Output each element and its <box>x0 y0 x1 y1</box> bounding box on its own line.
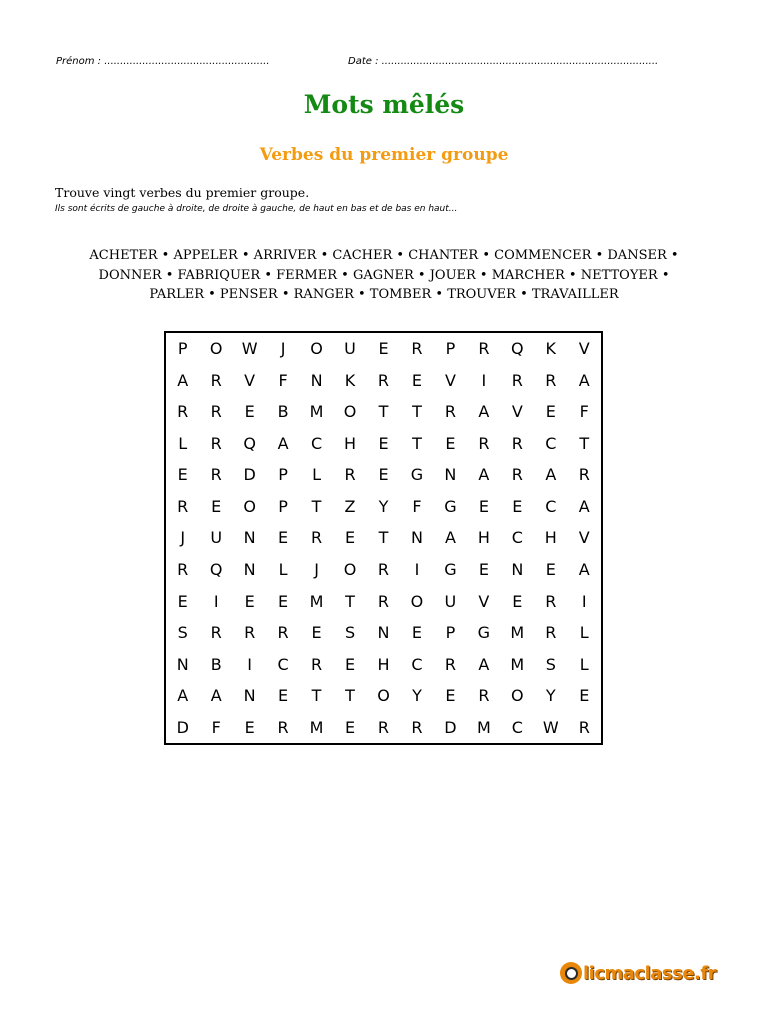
grid-cell[interactable]: K <box>344 370 356 390</box>
grid-cell[interactable]: U <box>344 339 356 359</box>
grid-cell[interactable]: R <box>444 654 456 674</box>
grid-cell[interactable]: R <box>578 465 590 485</box>
grid-cell[interactable]: N <box>243 686 256 706</box>
grid-cell[interactable]: R <box>277 717 289 737</box>
grid-cell[interactable]: E <box>278 591 289 611</box>
grid-cell[interactable]: O <box>343 402 357 422</box>
grid-cell[interactable]: P <box>177 339 188 359</box>
grid-cell[interactable]: A <box>578 496 590 516</box>
grid-cell[interactable]: A <box>177 686 189 706</box>
grid-cell[interactable]: E <box>278 686 289 706</box>
grid-cell[interactable]: V <box>444 370 456 390</box>
grid-cell[interactable]: E <box>378 465 389 485</box>
grid-cell[interactable]: N <box>377 623 390 643</box>
grid-cell[interactable]: R <box>545 623 557 643</box>
grid-cell[interactable]: A <box>277 433 289 453</box>
grid-cell[interactable]: R <box>277 623 289 643</box>
grid-cell[interactable]: O <box>410 591 424 611</box>
grid-cell[interactable]: E <box>177 465 188 485</box>
grid-cell[interactable]: U <box>210 528 223 548</box>
grid-cell[interactable]: E <box>244 591 255 611</box>
grid-cell[interactable]: A <box>578 370 590 390</box>
grid-cell[interactable]: R <box>210 370 222 390</box>
grid-cell[interactable]: C <box>545 433 557 453</box>
grid-cell[interactable]: O <box>511 686 524 706</box>
grid-cell[interactable]: R <box>377 591 390 611</box>
grid-cell[interactable]: L <box>579 623 589 643</box>
grid-cell[interactable]: A <box>210 686 222 706</box>
grid-cell[interactable]: A <box>444 528 456 548</box>
grid-cell[interactable]: M <box>309 591 324 611</box>
grid-cell[interactable]: N <box>243 560 256 580</box>
clicmaclasse-logo-icon <box>560 962 582 984</box>
grid-cell[interactable]: Q <box>243 433 256 453</box>
grid-cell[interactable]: C <box>545 496 557 516</box>
grid-cell[interactable]: W <box>241 339 258 359</box>
word-list-line: ACHETER • APPELER • ARRIVER • CACHER • CHANTER • COMMENCER • DANSER • <box>89 248 679 263</box>
grid-cell[interactable]: A <box>578 560 590 580</box>
grid-cell[interactable]: A <box>545 465 557 485</box>
grid-cell[interactable]: E <box>512 591 523 611</box>
grid-cell[interactable]: E <box>344 717 356 737</box>
grid-cell[interactable]: R <box>377 370 390 390</box>
grid-cell[interactable]: E <box>478 560 489 580</box>
grid-cell[interactable]: P <box>445 339 456 359</box>
word-list-line: PARLER • PENSER • RANGER • TOMBER • TROUVER • TRAVAILLER <box>149 287 619 302</box>
grid-cell[interactable]: N <box>310 370 323 390</box>
grid-cell[interactable]: P <box>278 496 288 516</box>
grid-cell[interactable]: E <box>211 496 222 516</box>
grid-cell[interactable]: R <box>511 465 523 485</box>
header-row <box>0 56 768 72</box>
grid-cell[interactable]: N <box>176 654 189 674</box>
grid-cell[interactable]: R <box>411 339 423 359</box>
grid-cell[interactable]: H <box>544 528 557 548</box>
grid-cell[interactable]: E <box>344 528 356 548</box>
grid-cell[interactable]: F <box>579 402 589 422</box>
grid-cell[interactable]: N <box>243 528 256 548</box>
grid-cell[interactable]: V <box>511 402 523 422</box>
grid-cell[interactable]: R <box>210 402 222 422</box>
grid-cell[interactable]: C <box>511 717 523 737</box>
grid-cell[interactable]: F <box>278 370 288 390</box>
grid-cell[interactable]: A <box>478 402 490 422</box>
grid-cell[interactable]: R <box>478 433 490 453</box>
grid-cell[interactable]: L <box>278 560 288 580</box>
grid-cell[interactable]: I <box>213 591 219 611</box>
grid-cell[interactable]: R <box>210 465 222 485</box>
word-list-line: DONNER • FABRIQUER • FERMER • GAGNER • JOUER • MARCHER • NETTOYER • <box>98 267 670 283</box>
grid-cell[interactable]: B <box>277 402 289 422</box>
grid-cell[interactable]: P <box>278 465 288 485</box>
grid-cell[interactable]: R <box>311 528 323 548</box>
grid-cell[interactable]: W <box>542 717 559 737</box>
grid-cell[interactable]: O <box>310 339 323 359</box>
page-title: Mots mêlés <box>303 90 465 119</box>
word-list <box>40 246 728 305</box>
grid-cell[interactable]: E <box>411 370 422 390</box>
grid-cell[interactable]: R <box>177 560 189 580</box>
grid-cell[interactable]: S <box>177 623 188 643</box>
grid-cell[interactable]: T <box>345 686 355 706</box>
grid-cell[interactable]: G <box>477 623 491 643</box>
grid-cell[interactable]: R <box>545 591 557 611</box>
grid-cell[interactable]: V <box>478 591 490 611</box>
grid-cell[interactable]: Y <box>545 686 556 706</box>
grid-cell[interactable]: H <box>377 654 390 674</box>
grid-cell[interactable]: G <box>444 560 457 580</box>
grid-cell[interactable]: Q <box>511 339 524 359</box>
grid-cell[interactable]: C <box>277 654 289 674</box>
grid-cell[interactable]: C <box>411 654 423 674</box>
grid-cell[interactable]: R <box>511 433 523 453</box>
grid-cell[interactable]: M <box>309 402 324 422</box>
grid-cell[interactable]: R <box>210 623 222 643</box>
grid-cell[interactable]: J <box>180 528 186 548</box>
page-subtitle: Verbes du premier groupe <box>259 145 509 165</box>
grid-cell[interactable]: T <box>345 591 355 611</box>
grid-cell[interactable]: O <box>243 496 256 516</box>
grid-cell[interactable]: N <box>511 560 524 580</box>
grid-cell[interactable]: E <box>244 717 255 737</box>
grid-cell[interactable]: T <box>311 496 322 516</box>
grid-cell[interactable]: R <box>411 717 423 737</box>
grid-cell[interactable]: E <box>512 496 523 516</box>
grid-cell[interactable]: R <box>311 654 323 674</box>
grid-cell[interactable]: T <box>412 402 422 422</box>
grid-cell[interactable]: R <box>244 623 256 643</box>
grid-cell[interactable]: K <box>545 339 557 359</box>
grid-cell[interactable]: S <box>344 623 356 643</box>
grid-cell[interactable]: A <box>478 465 490 485</box>
grid-cell[interactable]: E <box>378 339 389 359</box>
grid-cell[interactable]: M <box>510 623 525 643</box>
grid-cell[interactable]: A <box>177 370 189 390</box>
grid-cell[interactable]: R <box>210 433 222 453</box>
grid-cell[interactable]: M <box>309 717 324 737</box>
grid-cell[interactable]: V <box>578 528 590 548</box>
grid-cell[interactable]: J <box>280 339 286 359</box>
grid-cell[interactable]: M <box>476 717 491 737</box>
grid-cell[interactable]: E <box>278 528 289 548</box>
grid-cell[interactable]: R <box>578 717 590 737</box>
grid-cell[interactable]: Y <box>378 496 389 516</box>
grid-cell[interactable]: T <box>311 686 322 706</box>
prenom-field: Prénom : .................................................... <box>56 56 270 67</box>
grid-cell[interactable]: H <box>344 433 357 453</box>
grid-cell[interactable]: R <box>177 402 189 422</box>
grid-cell[interactable]: T <box>378 402 389 422</box>
grid-cell[interactable]: U <box>444 591 457 611</box>
grid-cell[interactable]: L <box>579 654 589 674</box>
grid-cell[interactable]: I <box>481 370 487 390</box>
grid-cell[interactable]: R <box>511 370 523 390</box>
grid-cell[interactable]: O <box>343 560 357 580</box>
grid-cell[interactable]: E <box>311 623 322 643</box>
grid-cell[interactable]: R <box>444 402 456 422</box>
instruction-detail: Ils sont écrits de gauche à droite, de droite à gauche, de haut en bas et de bas en haut... <box>55 204 458 214</box>
grid-cell[interactable]: D <box>243 465 256 485</box>
grid-cell[interactable]: T <box>378 528 389 548</box>
word-search-grid <box>166 333 601 743</box>
grid-cell[interactable]: E <box>545 402 556 422</box>
grid-cell[interactable]: F <box>412 496 422 516</box>
grid-cell[interactable]: E <box>478 496 489 516</box>
grid-cell[interactable]: E <box>177 591 188 611</box>
grid-cell[interactable]: A <box>478 654 490 674</box>
grid-cell[interactable]: H <box>477 528 490 548</box>
grid-cell[interactable]: R <box>177 496 189 516</box>
grid-cell[interactable]: V <box>244 370 256 390</box>
grid-cell[interactable]: L <box>178 433 188 453</box>
word-search-grid-frame <box>164 331 603 745</box>
grid-cell[interactable]: R <box>377 560 390 580</box>
grid-cell[interactable]: E <box>411 623 422 643</box>
grid-cell[interactable]: E <box>445 686 456 706</box>
grid-cell[interactable]: Q <box>209 560 223 580</box>
grid-cell[interactable]: O <box>209 339 223 359</box>
date-field: Date : ....................................................................................... <box>348 56 659 67</box>
grid-cell[interactable]: N <box>444 465 457 485</box>
grid-cell[interactable]: I <box>247 654 252 674</box>
grid-cell[interactable]: E <box>344 654 356 674</box>
grid-cell[interactable]: N <box>410 528 423 548</box>
grid-cell[interactable]: B <box>210 654 222 674</box>
grid-cell[interactable]: I <box>581 591 587 611</box>
site-logo <box>560 958 716 988</box>
grid-cell[interactable]: E <box>579 686 590 706</box>
grid-cell[interactable]: M <box>510 654 525 674</box>
grid-cell[interactable]: V <box>578 339 590 359</box>
grid-cell[interactable]: R <box>377 717 390 737</box>
grid-cell[interactable]: E <box>378 433 389 453</box>
grid-cell[interactable]: G <box>444 496 457 516</box>
logo-text: licmaclasse.fr <box>583 962 717 984</box>
grid-cell[interactable]: S <box>545 654 556 674</box>
grid-cell[interactable]: C <box>511 528 523 548</box>
grid-cell[interactable]: G <box>410 465 424 485</box>
grid-cell[interactable]: R <box>478 686 490 706</box>
grid-cell[interactable]: T <box>579 433 590 453</box>
grid-cell[interactable]: E <box>445 433 456 453</box>
grid-cell[interactable]: J <box>314 560 319 580</box>
grid-cell[interactable]: T <box>412 433 422 453</box>
grid-cell[interactable]: F <box>211 717 221 737</box>
grid-cell[interactable]: R <box>478 339 490 359</box>
grid-cell[interactable]: E <box>545 560 556 580</box>
grid-cell[interactable]: D <box>176 717 189 737</box>
instruction-main: Trouve vingt verbes du premier groupe. <box>55 185 310 200</box>
grid-cell[interactable]: P <box>445 623 456 643</box>
grid-cell[interactable]: Z <box>344 496 356 516</box>
grid-cell[interactable]: C <box>310 433 323 453</box>
grid-cell[interactable]: R <box>344 465 356 485</box>
grid-cell[interactable]: O <box>377 686 390 706</box>
grid-cell[interactable]: D <box>444 717 457 737</box>
grid-cell[interactable]: R <box>545 370 557 390</box>
grid-cell[interactable]: Y <box>412 686 422 706</box>
grid-cell[interactable]: L <box>312 465 322 485</box>
grid-cell[interactable]: E <box>244 402 255 422</box>
grid-cell[interactable]: I <box>414 560 420 580</box>
